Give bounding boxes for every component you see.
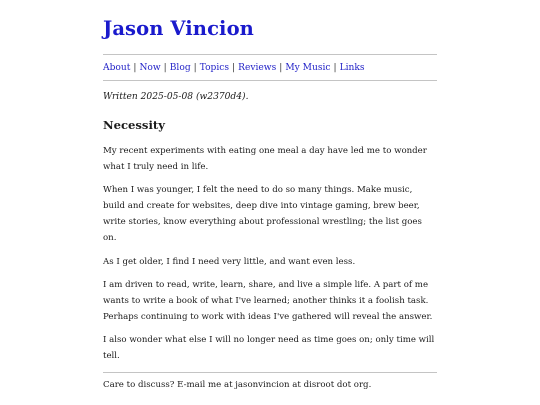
discuss-note: Care to discuss? E-mail me at jasonvincion at disroot dot org. (103, 380, 372, 391)
nav-separator: | (133, 63, 137, 73)
nav-separator: | (163, 63, 167, 73)
post-written-date: Written 2025-05-08 (w2370d4). (103, 92, 249, 102)
page-container (103, 0, 437, 391)
nav-link-about[interactable]: About (103, 63, 131, 73)
nav-link-now[interactable]: Now (139, 63, 161, 73)
post-paragraph: I am driven to read, write, learn, share, and live a simple life. A part of me wants to write a book of what I've learned; another thinks it a foolish task. Perhaps continuing to work with ideas I've gathered will reveal the answer. (103, 279, 433, 322)
main-nav (103, 55, 437, 80)
nav-link-blog[interactable]: Blog (169, 63, 191, 73)
post-paragraph: As I get older, I find I need very little, and want even less. (103, 256, 356, 267)
nav-link-reviews[interactable]: Reviews (238, 63, 277, 73)
nav-divider (103, 80, 437, 81)
post-paragraph: My recent experiments with eating one meal a day have led me to wonder what I truly need in life. (103, 146, 427, 173)
post-paragraph: When I was younger, I felt the need to do so many things. Make music, build and create for websites, deep dive into vintage gaming, brew beer, write stories, know everything about professional wrestling; the list goes on. (103, 185, 422, 244)
nav-link-my-music[interactable]: My Music (285, 63, 331, 73)
post-paragraph: I also wonder what else I will no longer need as time goes on; only time will tell. (103, 334, 435, 362)
nav-separator: | (232, 63, 236, 73)
nav-link-links[interactable]: Links (339, 63, 365, 73)
site-title[interactable]: Jason Vincion (103, 17, 254, 40)
post-title: Necessity (103, 118, 165, 132)
nav-separator: | (193, 63, 197, 73)
footer-divider (103, 372, 437, 373)
nav-link-topics[interactable]: Topics (199, 63, 230, 73)
nav-separator: | (333, 63, 337, 73)
nav-separator: | (279, 63, 283, 73)
